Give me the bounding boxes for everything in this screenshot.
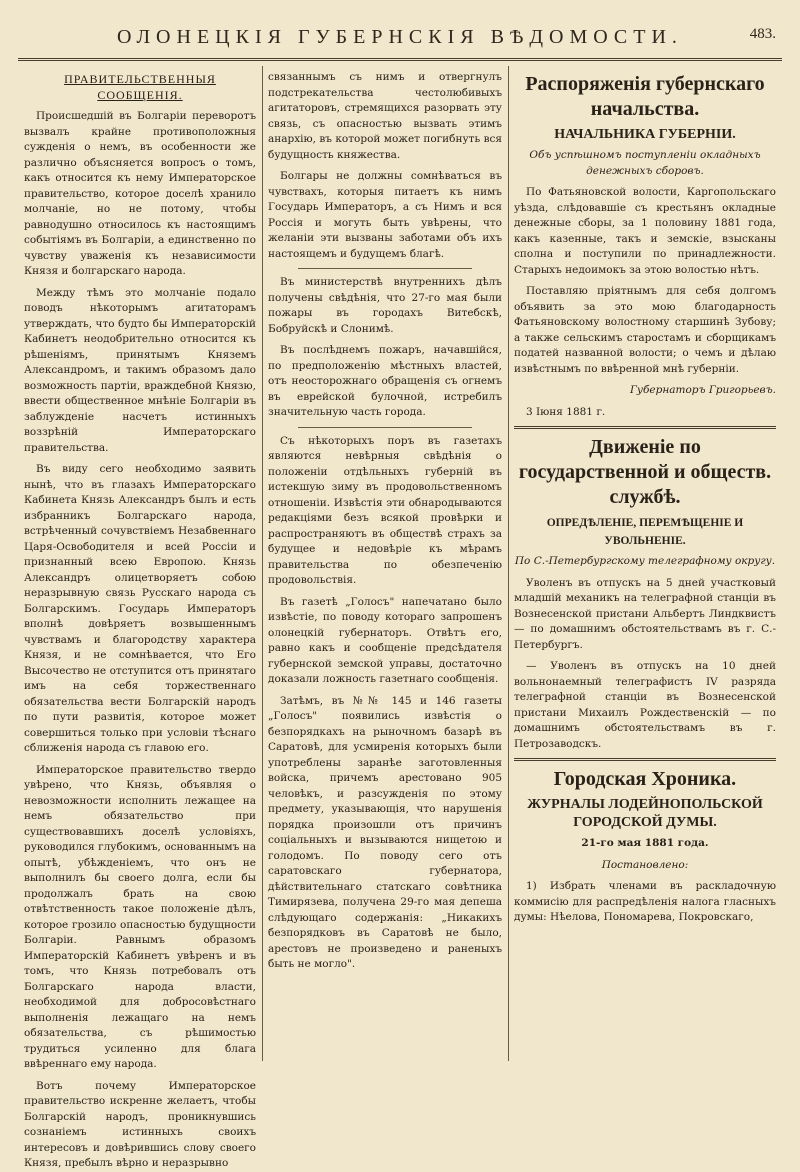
masthead-title: ОЛОНЕЦКІЯ ГУБЕРНСКІЯ ВѢДОМОСТИ. (117, 26, 683, 48)
order-paragraph: Поставляю пріятнымъ для себя долгомъ объявить за это мою благодарность Фатьяновскому волостному старшинѣ Зубову; а также сельскимъ старостамъ и сборщикамъ податей названной волости; о чемъ и дѣлаю извѣстнымъ по ввѣренной мнѣ губерніи. (514, 285, 776, 375)
column-2 (268, 70, 502, 1060)
subsection-title: ОПРЕДѢЛЕНІЕ, ПЕРЕМѢЩЕНІЕ И УВОЛЬНЕНІЕ. (546, 517, 744, 547)
journal-paragraph: 1) Избрать членами въ раскладочную коммисію для распредѣленія налога гласныхъ думы: Нѣелова, Пономарева, Покровскаго, (514, 880, 776, 923)
column-rule-2 (508, 66, 509, 1061)
news-paragraph: Въ газетѣ „Голосъ" напечатано было извѣстіе, по поводу котораго запрошенъ олонецкій губернаторъ. Отвѣтъ его, равно какъ и сообщеніе предсѣдателя губернской земской управы, достаточно доказали ложность газетнаго сообщенія. (268, 595, 502, 685)
order-date: 3 Іюня 1881 г. (526, 405, 606, 418)
signature: Губернаторъ Григорьевъ. (629, 384, 776, 396)
page-header (18, 18, 782, 61)
column-3 (514, 70, 776, 1060)
column-rule-1 (262, 66, 263, 1061)
article-paragraph: Императорское правительство твердо увѣрено, что Князь, объявляя о невозможности исполнить лежащее на немъ обязательство при существовавшихъ доселѣ условіяхъ, руководился глубокимъ, основаннымъ на опытѣ, убѣжденіемъ, что онъ не выполнилъ бы своего долга, если бы продолжалъ брать на свою отвѣтственность такое положеніе дѣлъ, которое грозило опасностью будущности Болгаріи. Равнымъ образомъ Императорскій Кабинетъ увѣренъ и въ томъ, что Князь потребовалъ отъ Болгарскаго народа власти, необходимой для добросовѣстнаго выполненія лежащаго на немъ обязательства, съ рѣшимостью трудиться усиленно для блага ввѣреннаго ему народа. (24, 763, 256, 1070)
news-paragraph: Затѣмъ, въ №№ 145 и 146 газеты „Голосъ" появились извѣстія о безпорядкахъ на рыночномъ базарѣ въ Саратовѣ, для усмиренія которыхъ были употреблены заранѣе заготовленныя войска, причемъ арестовано 905 человѣкъ, и разсужденія по этому предмету, указывающія, что нарушенія порядка произошли отъ причинъ соціальныхъ и вызываются нищетою и голодомъ. По поводу сего отъ саратовскаго губернатора, дѣйствительнаго статскаго совѣтника Тимирязева, получена 29-го мая депеша слѣдующаго содержанія: „Никакихъ безпорядковъ въ Саратовѣ не было, арестовъ не произведено и раненыхъ быть не могло". (268, 694, 502, 970)
service-paragraph: Уволенъ въ отпускъ на 5 дней участковый младшій механикъ на телеграфной станціи въ Вознесенской пристани Альбертъ Линдквистъ — по домашнимъ обстоятельствамъ въ г. С.-Петербургъ. (514, 576, 776, 651)
page-number: 483. (749, 26, 776, 42)
divider (298, 427, 472, 428)
service-paragraph: — Уволенъ въ отпускъ на 10 дней вольнонаемный телеграфистъ IV разряда телеграфной станціи въ Вознесенской пристани Михаилъ Рождественскій — по домашнимъ обстоятельствамъ въ г. Петрозаводскъ. (514, 660, 776, 750)
article-paragraph: Между тѣмъ это молчаніе подало поводъ нѣкоторымъ агитаторамъ утверждать, что будто бы Императорскій Кабинетъ неодобрительно относится къ рѣшеніямъ, принятымъ Княземъ Александромъ, и такимъ образомъ дало возможность партіи, враждебной Князю, ввести общественное мнѣніе Болгаріи въ заблужденіе насчетъ истинныхъ воззрѣній Императорскаго правительства. (24, 286, 256, 454)
subheading: По С.-Петербургскому телеграфному округу. (514, 555, 776, 567)
subsection-title: ЖУРНАЛЫ ЛОДЕЙНОПОЛЬСКОЙ ГОРОДСКОЙ ДУМЫ. (527, 797, 763, 830)
article-paragraph: Въ виду сего необходимо заявить нынѣ, что въ глазахъ Императорскаго Кабинета Князь Александръ былъ и есть избранникъ Болгарскаго народа, встрѣченный сочувствіемъ Незабвеннаго Царя-Освободителя и всей Россіи и признанный всею Европою. Князь Александръ олицетворяетъ собою неразрывную связь Русскаго народа съ Болгарскимъ. Государь Императоръ вполнѣ довѣряетъ возвышеннымъ чувствамъ и благородству характера Князя, и не сомнѣвается, что Его Высочество не отступится отъ принятаго имъ на себя торжественнаго обязательства вести Болгарскій народъ по пути развитія, которое может совершиться только при условіи тѣснаго сближенія народа съ главою его. (24, 463, 256, 754)
news-paragraph: Въ послѣднемъ пожаръ, начавшійся, по предположенію мѣстныхъ властей, отъ неосторожнаго обращенія съ огнемъ въ еврейской булочной, истребилъ значительную часть города. (268, 344, 502, 418)
article-paragraph: Вотъ почему Императорское правительство искренне желаетъ, чтобы Болгарскій народъ, проникнувшись сознаніемъ истинныхъ своихъ интересовъ и довѣрившись слову своего Князя, пребылъ вѣрно и неразрывно (24, 1079, 256, 1169)
order-paragraph: По Фатьяновской волости, Каргопольскаго уѣзда, слѣдовавшіе съ крестьянъ окладные денежные сборы, за 1 половину 1881 года, какъ казенные, такъ и земскіе, взысканы сполна и поступили по принадлежности. Старыхъ недоимокъ за этою волостью нѣтъ. (514, 186, 776, 276)
subsection-title: НАЧАЛЬНИКА ГУБЕРНІИ. (554, 127, 736, 142)
section-title: Городская Хроника. (553, 768, 737, 790)
section-title: Движеніе по государственной и обществ. службѣ. (518, 436, 772, 508)
section-title: ПРАВИТЕЛЬСТВЕННЫЯ СООБЩЕНІЯ. (64, 72, 216, 102)
divider (514, 758, 776, 761)
column-1 (24, 70, 256, 1169)
journal-date: 21-го мая 1881 года. (581, 837, 709, 849)
section-title: Распоряженія губернскаго начальства. (525, 73, 765, 120)
news-paragraph: Съ нѣкоторыхъ поръ въ газетахъ являются невѣрныя свѣдѣнія о положеніи отдѣльныхъ губерній въ истекшую зиму въ продовольственномъ отношеніи. Извѣстія эти обнародываются редакціями безъ всякой провѣрки и распространяютъ въ обществѣ страхъ за будущее и недовѣріе къ мѣрамъ правительства по обезпеченію продовольствія. (268, 434, 502, 586)
resolved-label: Постановлено: (601, 858, 689, 871)
article-paragraph: связаннымъ съ нимъ и отвергнулъ подстрекательства честолюбивыхъ агитаторовъ, стремящихся разорвать эту связь, съ опасностью вызвать этимъ анархію, въ которой может погибнуть вся будущность княжества. (268, 71, 502, 161)
news-paragraph: Въ министерствѣ внутреннихъ дѣлъ получены свѣдѣнія, что 27-го мая были пожары въ городахъ Витебскѣ, Бобруйскѣ и Слонимѣ. (268, 276, 502, 335)
article-paragraph: Болгары не должны сомнѣваться въ чувствахъ, которыя питаетъ къ нимъ Государь Императоръ, а съ Нимъ и вся Россія и могуть быть увѣрены, что желаніи эти вызваны заботами объ ихъ настоящемъ и будущемъ благѣ. (268, 170, 502, 260)
divider (298, 268, 472, 269)
subheading: Объ успѣшномъ поступленіи окладныхъ денежныхъ сборовъ. (529, 149, 761, 177)
article-paragraph: Происшедшій въ Болгаріи переворотъ вызвалъ крайне противоположныя сужденія о немъ, въ особенности же различно объясняется вопросъ о томъ, какъ относится къ нему Императорское правительство, которое доселѣ хранило молчаніе, но не потому, чтобы равнодушно относилось къ настоящимъ событіямъ въ Болгаріи, а единственно по чувству уваженія къ независимости Князя и болгарскаго народа. (24, 110, 256, 277)
divider (514, 426, 776, 429)
